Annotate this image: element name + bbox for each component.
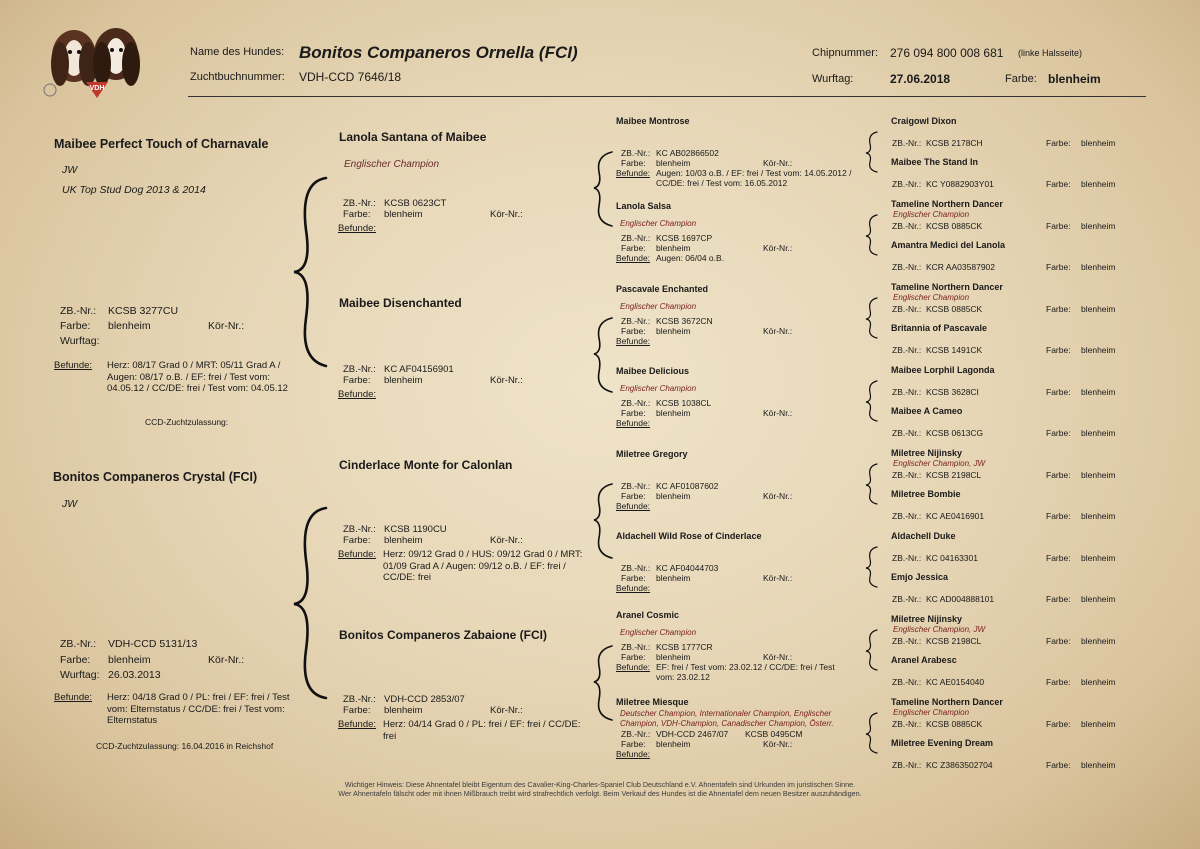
gen4-6-name: Maibee Lorphil Lagonda [891, 365, 995, 375]
gen2-2-befunde: Herz: 09/12 Grad 0 / HUS: 09/12 Grad 0 / MRT: 01/09 Grad A / Augen: 09/12 o.B. / EF: frei / CC/DE: frei [383, 549, 583, 583]
gen1-dam-zulassung: CCD-Zuchtzulassung: 16.04.2016 in Reichshof [96, 741, 274, 751]
bracket-gen3-5 [866, 547, 877, 587]
gen1-dam-zb: VDH-CCD 5131/13 [108, 638, 198, 650]
gen3-5-farbe-label: Farbe: [621, 573, 646, 583]
gen4-14-farbe: blenheim [1081, 719, 1116, 729]
dog-name-title: Bonitos Companeros Ornella (FCI) [299, 43, 578, 62]
gen4-2-farbe-label: Farbe: [1046, 221, 1071, 231]
gen3-1-koer-label: Kör-Nr.: [763, 243, 793, 253]
gen3-7-zb2: KCSB 0495CM [745, 729, 803, 739]
gen3-4-name: Miletree Gregory [616, 449, 688, 459]
gen3-0-zb: KC AB02866502 [656, 148, 719, 158]
gen4-1-name: Maibee The Stand In [891, 157, 979, 167]
gen3-0-farbe-label: Farbe: [621, 158, 646, 168]
gen1-sire-title2: UK Top Stud Dog 2013 & 2014 [62, 184, 206, 196]
gen3-4-farbe-label: Farbe: [621, 491, 646, 501]
gen2-0-koer-label: Kör-Nr.: [490, 209, 523, 220]
gen4-10-farbe: blenheim [1081, 553, 1116, 563]
gen3-5-name: Aldachell Wild Rose of Cinderlace [616, 531, 762, 541]
gen2-0-name: Lanola Santana of Maibee [339, 130, 487, 144]
gen2-0-farbe: blenheim [384, 209, 423, 220]
gen3-3-koer-label: Kör-Nr.: [763, 408, 793, 418]
gen2-0-befunde-label: Befunde: [338, 223, 377, 234]
gen4-3-farbe-label: Farbe: [1046, 262, 1071, 272]
gen1-dam-wurftag: 26.03.2013 [108, 669, 161, 681]
bracket-gen2-0 [594, 152, 612, 226]
gen4-5-name: Britannia of Pascavale [891, 323, 988, 333]
gen3-0-befunde-label: Befunde: [616, 168, 651, 178]
gen2-3-farbe: blenheim [384, 705, 423, 716]
gen2-3-farbe-label: Farbe: [343, 705, 371, 716]
gen4-2-farbe: blenheim [1081, 221, 1116, 231]
gen4-9-zb-label: ZB.-Nr.: [892, 511, 922, 521]
gen4-0-zb: KCSB 2178CH [926, 138, 983, 148]
bracket-gen3-3 [866, 381, 877, 421]
gen4-4-zb: KCSB 0885CK [926, 304, 983, 314]
gen4-11-name: Emjo Jessica [891, 572, 949, 582]
gen2-3-befunde-label: Befunde: [338, 719, 377, 730]
gen3-1-farbe-label: Farbe: [621, 243, 646, 253]
gen4-10-zb-label: ZB.-Nr.: [892, 553, 922, 563]
gen4-7-name: Maibee A Cameo [891, 406, 963, 416]
gen1-sire-zulassung: CCD-Zuchtzulassung: [145, 417, 229, 427]
gen3-3-title: Englischer Champion [620, 384, 697, 393]
gen2-0-zb-label: ZB.-Nr.: [343, 198, 376, 209]
gen4-8-farbe-label: Farbe: [1046, 470, 1071, 480]
gen3-2-title: Englischer Champion [620, 302, 697, 311]
gen4-6-zb: KCSB 3628CI [926, 387, 979, 397]
gen4-7-farbe-label: Farbe: [1046, 428, 1071, 438]
gen2-1-farbe-label: Farbe: [343, 375, 371, 386]
gen4-9-zb: KC AE0416901 [926, 511, 985, 521]
bracket-gen1-dam [294, 508, 326, 698]
gen4-1-zb-label: ZB.-Nr.: [892, 179, 922, 189]
gen1-sire-farbe: blenheim [108, 320, 151, 332]
gen3-7-befunde-label: Befunde: [616, 749, 651, 759]
gen3-1-zb-label: ZB.-Nr.: [621, 233, 651, 243]
farbe-value: blenheim [1048, 72, 1101, 86]
gen4-2-zb-label: ZB.-Nr.: [892, 221, 922, 231]
gen4-6-farbe-label: Farbe: [1046, 387, 1071, 397]
gen4-7-zb: KCSB 0613CG [926, 428, 984, 438]
gen3-4-zb: KC AF01087602 [656, 481, 719, 491]
gen1-dam-befunde-label: Befunde: [54, 692, 93, 703]
gen3-1-befunde: Augen: 06/04 o.B. [656, 253, 725, 263]
farbe-label: Farbe: [1005, 73, 1037, 85]
gen1-sire-zb-label: ZB.-Nr.: [60, 305, 97, 317]
gen4-8-zb: KCSB 2198CL [926, 470, 982, 480]
gen1-sire-koer-label: Kör-Nr.: [208, 320, 245, 332]
gen3-5-koer-label: Kör-Nr.: [763, 573, 793, 583]
gen2-1-befunde-label: Befunde: [338, 389, 377, 400]
gen3-6-farbe-label: Farbe: [621, 652, 646, 662]
gen1-dam-koer-label: Kör-Nr.: [208, 654, 245, 666]
gen4-12-zb: KCSB 2198CL [926, 636, 982, 646]
bracket-gen2-3 [594, 646, 612, 720]
gen1-sire-befunde: Herz: 08/17 Grad 0 / MRT: 05/11 Grad A / Augen: 08/17 o.B. / EF: frei / Test vom: 04.05.12 / CC/DE: frei / Test vom: 04.05.12 [107, 360, 288, 394]
gen2-1-koer-label: Kör-Nr.: [490, 375, 523, 386]
gen4-8-zb-label: ZB.-Nr.: [892, 470, 922, 480]
gen4-15-zb: KC Z3863502704 [926, 760, 993, 770]
gen4-11-zb: KC AD004888101 [926, 594, 995, 604]
zuchtbuch-label: Zuchtbuchnummer: [190, 71, 285, 83]
gen1-dam-zb-label: ZB.-Nr.: [60, 638, 97, 650]
bracket-gen3-0 [866, 132, 877, 172]
gen3-3-zb-label: ZB.-Nr.: [621, 398, 651, 408]
gen2-2-farbe: blenheim [384, 535, 423, 546]
gen3-2-zb: KCSB 3672CN [656, 316, 713, 326]
gen2-2-zb: KCSB 1190CU [384, 524, 447, 535]
gen3-0-farbe: blenheim [656, 158, 691, 168]
gen2-3-koer-label: Kör-Nr.: [490, 705, 523, 716]
gen1-sire-wurftag-label: Wurftag: [60, 335, 100, 347]
chip-value: 276 094 800 008 681 [890, 46, 1004, 60]
gen4-12-farbe: blenheim [1081, 636, 1116, 646]
chip-note: (linke Halsseite) [1018, 48, 1083, 58]
gen2-2-name: Cinderlace Monte for Calonlan [339, 458, 513, 472]
gen3-2-name: Pascavale Enchanted [616, 284, 709, 294]
gen3-5-zb: KC AF04044703 [656, 563, 719, 573]
bracket-gen3-1 [866, 215, 877, 255]
gen3-5-zb-label: ZB.-Nr.: [621, 563, 651, 573]
gen2-1-farbe: blenheim [384, 375, 423, 386]
gen3-3-name: Maibee Delicious [616, 366, 690, 376]
gen2-2-koer-label: Kör-Nr.: [490, 535, 523, 546]
gen4-11-farbe-label: Farbe: [1046, 594, 1071, 604]
bracket-gen3-7 [866, 713, 877, 753]
gen4-8-farbe: blenheim [1081, 470, 1116, 480]
gen4-15-farbe: blenheim [1081, 760, 1116, 770]
gen2-2-befunde-label: Befunde: [338, 549, 377, 560]
gen4-0-zb-label: ZB.-Nr.: [892, 138, 922, 148]
gen4-5-zb: KCSB 1491CK [926, 345, 983, 355]
gen4-13-zb: KC AE0154040 [926, 677, 985, 687]
gen4-10-farbe-label: Farbe: [1046, 553, 1071, 563]
gen4-3-farbe: blenheim [1081, 262, 1116, 272]
footer-line2: Wer Ahnentafeln fälscht oder mit ihnen Mißbrauch treibt wird strafrechtlich verfolgt. Beim Verkauf des Hundes ist die Ahnentafel dem neuen Besitzer auszuhändigen. [338, 789, 862, 798]
gen3-1-title: Englischer Champion [620, 219, 697, 228]
gen4-0-name: Craigowl Dixon [891, 116, 957, 126]
gen3-7-farbe-label: Farbe: [621, 739, 646, 749]
gen3-7-koer-label: Kör-Nr.: [763, 739, 793, 749]
gen1-sire-zb: KCSB 3277CU [108, 305, 179, 317]
gen3-3-farbe: blenheim [656, 408, 691, 418]
gen4-2-zb: KCSB 0885CK [926, 221, 983, 231]
gen4-5-zb-label: ZB.-Nr.: [892, 345, 922, 355]
gen1-dam-name: Bonitos Companeros Crystal (FCI) [53, 470, 258, 484]
gen4-5-farbe-label: Farbe: [1046, 345, 1071, 355]
gen3-6-farbe: blenheim [656, 652, 691, 662]
name-label: Name des Hundes: [190, 46, 285, 58]
gen1-dam-title1: JW [62, 498, 78, 510]
gen1-dam-wurftag-label: Wurftag: [60, 669, 100, 681]
gen4-11-farbe: blenheim [1081, 594, 1116, 604]
gen2-0-zb: KCSB 0623CT [384, 198, 447, 209]
gen3-2-koer-label: Kör-Nr.: [763, 326, 793, 336]
gen4-4-title: Englischer Champion [893, 293, 970, 302]
gen3-3-zb: KCSB 1038CL [656, 398, 712, 408]
gen1-sire-title1: JW [62, 164, 78, 176]
gen2-3-zb-label: ZB.-Nr.: [343, 694, 376, 705]
chip-label: Chipnummer: [812, 47, 879, 59]
gen4-13-farbe-label: Farbe: [1046, 677, 1071, 687]
gen1-dam-farbe: blenheim [108, 654, 151, 666]
gen2-3-name: Bonitos Companeros Zabaione (FCI) [339, 628, 548, 642]
gen4-13-farbe: blenheim [1081, 677, 1116, 687]
gen3-1-zb: KCSB 1697CP [656, 233, 713, 243]
gen3-6-name: Aranel Cosmic [616, 610, 680, 620]
gen4-9-farbe: blenheim [1081, 511, 1116, 521]
gen4-8-name: Miletree Nijinsky [891, 448, 963, 458]
bracket-gen2-1 [594, 318, 612, 392]
gen3-6-zb-label: ZB.-Nr.: [621, 642, 651, 652]
gen4-15-farbe-label: Farbe: [1046, 760, 1071, 770]
gen3-2-zb-label: ZB.-Nr.: [621, 316, 651, 326]
gen3-7-name: Miletree Miesque [616, 697, 689, 707]
gen4-6-zb-label: ZB.-Nr.: [892, 387, 922, 397]
gen4-1-farbe: blenheim [1081, 179, 1116, 189]
gen4-6-farbe: blenheim [1081, 387, 1116, 397]
gen4-4-name: Tameline Northern Dancer [891, 282, 1003, 292]
gen2-2-farbe-label: Farbe: [343, 535, 371, 546]
gen3-0-koer-label: Kör-Nr.: [763, 158, 793, 168]
footer-line1: Wichtiger Hinweis: Diese Ahnentafel bleibt Eigentum des Cavalier-King-Charles-Spaniel Club Deutschland e.V. Ahnentafeln sind Urkunden im juristischen Sinne. [344, 780, 856, 789]
wurftag-value: 27.06.2018 [890, 72, 951, 86]
gen3-4-koer-label: Kör-Nr.: [763, 491, 793, 501]
gen2-0-title: Englischer Champion [344, 159, 440, 170]
gen4-12-name: Miletree Nijinsky [891, 614, 963, 624]
gen4-10-name: Aldachell Duke [891, 531, 956, 541]
gen4-15-name: Miletree Evening Dream [891, 738, 994, 748]
gen2-1-zb-label: ZB.-Nr.: [343, 364, 376, 375]
bracket-gen3-6 [866, 630, 877, 670]
gen3-4-befunde-label: Befunde: [616, 501, 651, 511]
gen4-13-name: Aranel Arabesc [891, 655, 957, 665]
gen4-12-title: Englischer Champion, JW [893, 625, 986, 634]
gen1-sire-name: Maibee Perfect Touch of Charnavale [54, 137, 269, 151]
gen3-7-farbe: blenheim [656, 739, 691, 749]
gen4-5-farbe: blenheim [1081, 345, 1116, 355]
gen4-14-zb-label: ZB.-Nr.: [892, 719, 922, 729]
wurftag-label: Wurftag: [812, 73, 854, 85]
gen3-6-koer-label: Kör-Nr.: [763, 652, 793, 662]
gen1-sire-befunde-label: Befunde: [54, 360, 93, 371]
gen4-9-name: Miletree Bombie [891, 489, 961, 499]
gen4-13-zb-label: ZB.-Nr.: [892, 677, 922, 687]
gen4-7-farbe: blenheim [1081, 428, 1116, 438]
gen3-2-befunde-label: Befunde: [616, 336, 651, 346]
gen2-0-farbe-label: Farbe: [343, 209, 371, 220]
gen3-1-name: Lanola Salsa [616, 201, 672, 211]
gen4-12-farbe-label: Farbe: [1046, 636, 1071, 646]
gen4-3-name: Amantra Medici del Lanola [891, 240, 1006, 250]
gen3-4-zb-label: ZB.-Nr.: [621, 481, 651, 491]
gen3-7-title: Deutscher Champion, Internationaler Champion, Englischer Champion, VDH-Champion, Canadischer Champion, Österr. [620, 709, 834, 728]
gen2-1-name: Maibee Disenchanted [339, 296, 462, 310]
gen2-2-zb-label: ZB.-Nr.: [343, 524, 376, 535]
gen3-5-befunde-label: Befunde: [616, 583, 651, 593]
gen4-3-zb-label: ZB.-Nr.: [892, 262, 922, 272]
gen3-6-befunde-label: Befunde: [616, 662, 651, 672]
gen2-1-zb: KC AF04156901 [384, 364, 454, 375]
gen1-dam-befunde: Herz: 04/18 Grad 0 / PL: frei / EF: frei / Test vom: Elternstatus / CC/DE: frei / Test vom: Elternstatus [107, 692, 290, 726]
bracket-gen3-2 [866, 298, 877, 338]
gen3-6-zb: KCSB 1777CR [656, 642, 713, 652]
gen3-7-zb: VDH-CCD 2467/07 [656, 729, 729, 739]
gen4-14-zb: KCSB 0885CK [926, 719, 983, 729]
gen4-0-farbe-label: Farbe: [1046, 138, 1071, 148]
gen4-4-farbe-label: Farbe: [1046, 304, 1071, 314]
gen3-6-title: Englischer Champion [620, 628, 697, 637]
gen4-8-title: Englischer Champion, JW [893, 459, 986, 468]
gen4-12-zb-label: ZB.-Nr.: [892, 636, 922, 646]
gen4-4-zb-label: ZB.-Nr.: [892, 304, 922, 314]
gen4-4-farbe: blenheim [1081, 304, 1116, 314]
gen3-3-befunde-label: Befunde: [616, 418, 651, 428]
gen4-2-name: Tameline Northern Dancer [891, 199, 1003, 209]
logo-text: VDH [89, 85, 105, 92]
gen4-11-zb-label: ZB.-Nr.: [892, 594, 922, 604]
zuchtbuch-value: VDH-CCD 7646/18 [299, 70, 402, 84]
gen4-9-farbe-label: Farbe: [1046, 511, 1071, 521]
gen4-15-zb-label: ZB.-Nr.: [892, 760, 922, 770]
gen4-7-zb-label: ZB.-Nr.: [892, 428, 922, 438]
gen4-1-farbe-label: Farbe: [1046, 179, 1071, 189]
gen3-5-farbe: blenheim [656, 573, 691, 583]
gen3-2-farbe-label: Farbe: [621, 326, 646, 336]
bracket-gen1-sire [294, 178, 326, 366]
gen3-1-farbe: blenheim [656, 243, 691, 253]
gen4-14-name: Tameline Northern Dancer [891, 697, 1003, 707]
gen3-0-zb-label: ZB.-Nr.: [621, 148, 651, 158]
gen1-sire-farbe-label: Farbe: [60, 320, 91, 332]
bracket-gen2-2 [594, 484, 612, 558]
gen3-0-name: Maibee Montrose [616, 116, 690, 126]
gen4-3-zb: KCR AA03587902 [926, 262, 995, 272]
gen4-10-zb: KC 04163301 [926, 553, 978, 563]
gen4-0-farbe: blenheim [1081, 138, 1116, 148]
gen3-3-farbe-label: Farbe: [621, 408, 646, 418]
bracket-gen3-4 [866, 464, 877, 504]
gen1-dam-farbe-label: Farbe: [60, 654, 91, 666]
gen3-7-zb-label: ZB.-Nr.: [621, 729, 651, 739]
gen3-4-farbe: blenheim [656, 491, 691, 501]
gen4-14-title: Englischer Champion [893, 708, 970, 717]
gen3-2-farbe: blenheim [656, 326, 691, 336]
gen2-3-zb: VDH-CCD 2853/07 [384, 694, 465, 705]
gen2-3-befunde: Herz: 04/14 Grad 0 / PL: frei / EF: frei / CC/DE: frei [383, 719, 581, 742]
gen3-0-befunde: Augen: 10/03 o.B. / EF: frei / Test vom: 14.05.2012 / CC/DE: frei / Test vom: 16.05.2012 [656, 168, 852, 188]
gen3-1-befunde-label: Befunde: [616, 253, 651, 263]
gen4-14-farbe-label: Farbe: [1046, 719, 1071, 729]
gen4-2-title: Englischer Champion [893, 210, 970, 219]
gen4-1-zb: KC Y0882903Y01 [926, 179, 994, 189]
gen3-6-befunde: EF: frei / Test vom: 23.02.12 / CC/DE: frei / Test vom: 23.02.12 [656, 662, 835, 682]
